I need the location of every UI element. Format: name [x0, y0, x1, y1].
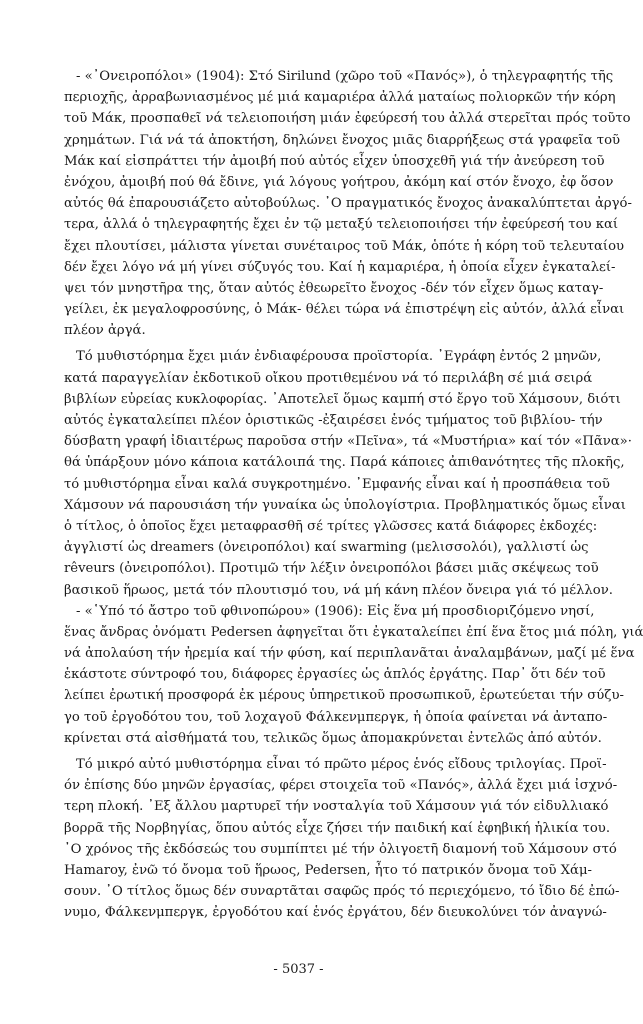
paragraph-autumn-star-commentary	[64, 754, 620, 924]
text-line: - «᾽Ονειροπόλοι» (1904): Στό Sirilund (χῶρο τοῦ «Πανός»), ὁ τηλεγραφητής τῆς	[76, 69, 614, 84]
text-line: νά ἀπολαύση τήν ἠρεμία καί τήν φύση, καί περιπλανᾶται ἀναλαμβάνων, μαζί μέ ἕνα	[64, 646, 635, 662]
text-line: ἕνας ἄνδρας ὀνόματι Pedersen ἀφηγεῖται ὅτι ἐγκαταλείπει ἐπί ἕνα ἔτος μιά πόλη, γιά	[64, 624, 643, 640]
text-line: - «῾Υπό τό ἄστρο τοῦ φθινοπώρου» (1906): Εἰς ἕνα μή προσδιοριζόμενο νησί,	[76, 603, 595, 619]
paragraph-oneiropoloi-history	[64, 346, 632, 600]
text-line: σουν. ᾽Ο τίτλος ὅμως δέν συναρτᾶται σαφῶς πρός τό περιεχόμενο, τό ἴδιο δέ ἐπώ-	[64, 884, 620, 900]
text-line: κρίνεται στά αἰσθήματά του, τελικῶς ὅμως ἀπομακρύνεται ἐντελῶς ἀπό αὐτόν.	[64, 730, 602, 746]
text-line: Τό μυθιστόρημα ἔχει μιάν ἐνδιαφέρουσα προϊστορία. ᾽Εγράφη ἐντός 2 μηνῶν,	[76, 349, 602, 365]
page-body	[64, 66, 643, 924]
text-line: δέν ἔχει λόγο νά μή γίνει σύζυγός του. Καί ἡ καμαριέρα, ἡ ὁποία εἶχεν ἐγκαταλεί-	[64, 259, 616, 275]
text-line: βορρᾶ τῆς Νορβηγίας, ὅπου αὐτός εἶχε ζήσει τήν παιδική καί ἐφηβική ἡλικία του.	[64, 820, 611, 836]
text-line: χρημάτων. Γιά νά τά ἀποκτήση, δηλώνει ἔνοχος μιᾶς διαρρήξεως στά γραφεῖα τοῦ	[64, 132, 621, 148]
text-line: βιβλίων εὐρείας κυκλοφορίας. ᾽Αποτελεῖ ὅμως καμπή στό ἔργο τοῦ Χάμσουν, διότι	[64, 391, 621, 407]
text-line: ἐνόχου, ἀμοιβή πού θά ἔδινε, γιά λόγους γοήτρου, ἀκόμη καί στόν ἔνοχο, ἐφ ὅσον	[64, 174, 614, 190]
text-line: ἀγγλιστί ὡς dreamers (ὀνειροπόλοι) καί swarming (μελισσολόι), γαλλιστί ὡς	[64, 540, 589, 556]
text-line: ψει τόν μνηστῆρα της, ὅταν αὐτός ἐθεωρεῖτο ἔνοχος -δέν τόν εἶχεν ὅμως καταγ-	[64, 280, 604, 296]
text-line: αὐτός θά ἐπαρουσιάζετο αὐτοβούλως. ᾽Ο πραγματικός ἔνοχος ἀνακαλύπτεται ἀργό-	[64, 196, 632, 212]
text-line: γο τοῦ ἐργοδότου του, τοῦ λοχαγοῦ Φάλκενμπεργκ, ἡ ὁποία φαίνεται νά ἀνταπο-	[64, 709, 608, 725]
text-line: θά ὑπάρξουν μόνο κάποια κατάλοιπά της. Παρά κάποιες ἀπιθανότητες τῆς πλοκῆς,	[64, 455, 625, 471]
text-line: πλέον ἀργά.	[64, 323, 146, 339]
text-line: τερη πλοκή. ᾽Εξ ἄλλου μαρτυρεῖ τήν νοσταλγία τοῦ Χάμσουν γιά τόν εἰδυλλιακό	[64, 799, 609, 815]
text-line: τοῦ Μάκ, προσπαθεῖ νά τελειοποιήση μιάν ἐφεύρεσή του ἀλλά στερεῖται πρός τοῦτο	[64, 111, 631, 127]
text-line: τό μυθιστόρημα εἶναι καλά συγκροτημένο. ᾽Εμφανής εἶναι καί ἡ προσπάθεια τοῦ	[64, 476, 610, 492]
text-line: Τό μικρό αὐτό μυθιστόρημα εἶναι τό πρῶτο μέρος ἑνός εἴδους τριλογίας. Προϊ-	[76, 757, 607, 772]
text-line: Χάμσουν νά παρουσιάση τήν γυναίκα ὡς ὑπολογίστρια. Προβληματικός ὅμως εἶναι	[64, 497, 626, 513]
text-line: ἑκάστοτε σύντροφό του, διάφορες ἐργασίες ὡς ἁπλός ἐργάτης. Παρ᾽ ὅτι δέν τοῦ	[64, 667, 606, 683]
text-line: rêveurs (ὀνειροπόλοι). Προτιμῶ τήν λέξιν ὀνειροπόλοι βάσει μιᾶς σκέψεως τοῦ	[64, 561, 599, 577]
text-line: λείπει ἐρωτική προσφορά ἐκ μέρους ὑπηρετικοῦ προσωπικοῦ, ἐρωτεύεται τήν σύζυ-	[64, 688, 624, 704]
text-line: περιοχῆς, ἀρραβωνιασμένος μέ μιά καμαριέρα ἀλλά ματαίως πολιορκῶν τήν κόρη	[64, 90, 616, 106]
text-line: ὁ τίτλος, ὁ ὁποῖος ἔχει μεταφρασθῆ σέ τρίτες γλῶσσες κατά διάφορες ἐκδοχές:	[64, 518, 598, 534]
text-line: όν ἐπίσης δύο μηνῶν ἐργασίας, φέρει στοιχεῖα τοῦ «Πανός», ἀλλά ἔχει μιά ἰσχνό-	[64, 778, 618, 794]
text-line: Μάκ καί εἰσπράττει τήν ἀμοιβή πού αὐτός εἶχεν ὑποσχεθῆ γιά τήν ἀνεύρεση τοῦ	[64, 153, 605, 169]
text-line: ἔχει πλουτίσει, μάλιστα γίνεται συνέταιρος τοῦ Μάκ, ὁπότε ἡ κόρη τοῦ τελευταίου	[64, 238, 625, 254]
page-number: - 5037 -	[273, 962, 324, 977]
text-line: τερα, ἀλλά ὁ τηλεγραφητής ἔχει ἐν τῷ μεταξύ τελειοποιήσει τήν ἐφεύρεσή του καί	[64, 217, 619, 233]
text-line: δύσβατη γραφή ἰδιαιτέρως παροῦσα στήν «Πεῖνα», τά «Μυστήρια» καί τόν «Πᾶνα»·	[64, 434, 632, 450]
text-line: αὐτός ἐγκαταλείπει πλέον ὁριστικῶς -ἐξαιρέσει ἑνός τμήματος τοῦ βιβλίου- τήν	[64, 413, 603, 428]
paragraph-oneiropoloi-summary	[64, 66, 632, 341]
text-line: γείλει, ἐκ μεγαλοφροσύνης, ὁ Μάκ- θέλει τώρα νά ἐπιστρέψη εἰς αὐτόν, ἀλλά εἶναι	[64, 302, 625, 318]
text-line: νυμο, Φάλκενμπεργκ, ἐργοδότου καί ἑνός ἐργάτου, δέν διευκολύνει τόν ἀναγνώ-	[64, 905, 607, 921]
paragraph-autumn-star-summary	[64, 601, 643, 749]
text-line: κατά παραγγελίαν ἐκδοτικοῦ οἴκου προτιθεμένου νά τό περιλάβη σέ μιά σειρά	[64, 370, 593, 386]
text-line: ᾽Ο χρόνος τῆς ἐκδόσεώς του συμπίπτει μέ τήν ὀλιγοετῆ διαμονή τοῦ Χάμσουν στό	[64, 841, 617, 857]
text-line: Hamaroy, ἐνῶ τό ὄνομα τοῦ ἥρωος, Pedersen, ἦτο τό πατρικόν ὄνομα τοῦ Χάμ-	[64, 862, 592, 878]
text-line: βασικοῦ ἥρωος, μετά τόν πλουτισμό του, νά μή κάνη πλέον ὄνειρα γιά τό μέλλον.	[64, 582, 613, 598]
